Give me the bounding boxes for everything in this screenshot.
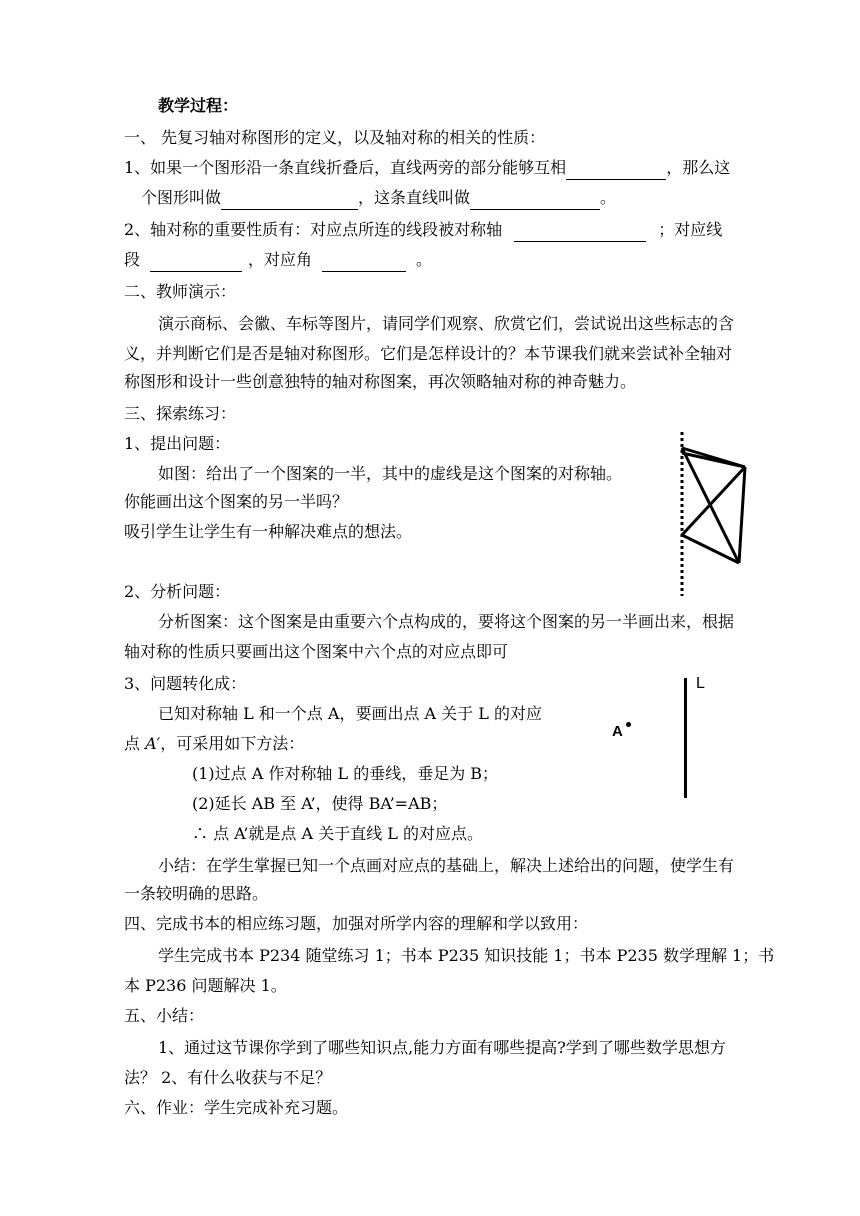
section-1-heading: 一、 先复习轴对称图形的定义，以及轴对称的相关的性质： [124, 128, 546, 147]
subsection-3-1-line-2: 你能画出这个图案的另一半吗？ [124, 492, 349, 511]
point-label-a: A [612, 723, 623, 740]
section-3-heading: 三、探索练习： [124, 404, 237, 423]
method-intro-text: ，可采用如下方法： [160, 734, 305, 753]
q2-text-d: ，对应角 [248, 250, 313, 269]
step-3: ∴ 点 A’就是点 A 关于直线 L 的对应点。 [192, 824, 483, 843]
q1-text-d: ，这条直线叫做 [358, 188, 471, 207]
section-5-line-1: 1、通过这节课你学到了哪些知识点,能力方面有哪些提高?学到了哪些数学思想方 [158, 1038, 726, 1057]
subsection-3-1-line-1: 如图：给出了一个图案的一半，其中的虚线是这个图案的对称轴。 [158, 464, 623, 483]
subsection-3-3-line-2 [124, 732, 304, 756]
step-2: (2)延长 AB 至 A’，使得 BA’=AB； [192, 794, 448, 813]
q1-blank-3 [470, 191, 600, 210]
section-2-para-line-2: 义，并判断它们是否是轴对称图形。它们是怎样设计的？本节课我们就来尝试补全轴对 [124, 344, 733, 363]
q1-blank-2 [221, 191, 358, 210]
axis-label-l: L [696, 675, 705, 692]
q2-text-a: 2、轴对称的重要性质有：对应点所连的线段被对称轴 [124, 220, 503, 239]
question-1-line-1 [124, 156, 730, 180]
section-5-line-2: 法？ 2、有什么收获与不足？ [124, 1068, 332, 1087]
step-1: (1)过点 A 作对称轴 L 的垂线，垂足为 B； [192, 764, 499, 783]
section-4-heading: 四、完成书本的相应练习题，加强对所学内容的理解和学以致用： [124, 914, 589, 933]
subsection-3-1-line-3: 吸引学生让学生有一种解决难点的想法。 [124, 522, 413, 541]
q2-text-c: 段 [124, 250, 141, 269]
q2-text-e: 。 [416, 250, 433, 269]
q1-text-e: 。 [600, 188, 617, 207]
summary-line-2: 一条较明确的思路。 [124, 884, 269, 903]
q1-text-b: ，那么这 [666, 158, 731, 177]
section-2-heading: 二、教师演示： [124, 282, 237, 301]
section-2-para-line-3: 称图形和设计一些创意独特的轴对称图案，再次领略轴对称的神奇魅力。 [124, 372, 637, 391]
page-title: 教学过程： [158, 96, 239, 115]
question-2-line-2 [124, 248, 432, 272]
q1-text-c: 个图形叫做 [141, 188, 222, 207]
summary-line-1: 小结：在学生掌握已知一个点画对应点的基础上，解决上述给出的问题，使学生有 [158, 856, 735, 875]
q1-blank-1 [566, 161, 666, 180]
section-6-heading: 六、作业：学生完成补充习题。 [124, 1098, 349, 1117]
subsection-3-3-heading: 3、问题转化成： [124, 674, 247, 693]
question-2-line-1 [124, 218, 722, 242]
subsection-3-3-line-1: 已知对称轴 L 和一个点 A，要画出点 A 关于 L 的对应 [158, 704, 542, 723]
point-text: 点 [124, 734, 141, 753]
subsection-3-2-line-2: 轴对称的性质只要画出这个图案中六个点的对应点即可 [124, 642, 509, 661]
q2-blank-1 [514, 223, 646, 242]
question-1-line-2 [141, 186, 616, 210]
section-2-para-line-1: 演示商标、会徽、车标等图片，请同学们观察、欣赏它们，尝试说出这些标志的含 [158, 314, 735, 333]
section-4-line-2: 本 P236 问题解决 1。 [124, 976, 287, 995]
q1-text-a: 1、如果一个图形沿一条直线折叠后，直线两旁的部分能够互相 [124, 158, 567, 177]
half-pattern-lines [682, 448, 745, 563]
section-5-heading: 五、小结： [124, 1006, 205, 1025]
q2-blank-2 [150, 253, 242, 272]
section-4-line-1: 学生完成书本 P234 随堂练习 1；书本 P235 知识技能 1；书本 P235 数学理解 1；书 [158, 946, 775, 965]
q2-text-b: ；对应线 [658, 220, 723, 239]
point-a-dot [626, 722, 631, 727]
subsection-3-2-heading: 2、分析问题： [124, 582, 231, 601]
a-prime-symbol: A′ [145, 734, 161, 753]
axis-line-l [684, 678, 687, 798]
subsection-3-1-heading: 1、提出问题： [124, 434, 231, 453]
subsection-3-2-line-1: 分析图案：这个图案是由重要六个点构成的，要将这个图案的另一半画出来，根据 [158, 612, 735, 631]
q2-blank-3 [322, 253, 406, 272]
